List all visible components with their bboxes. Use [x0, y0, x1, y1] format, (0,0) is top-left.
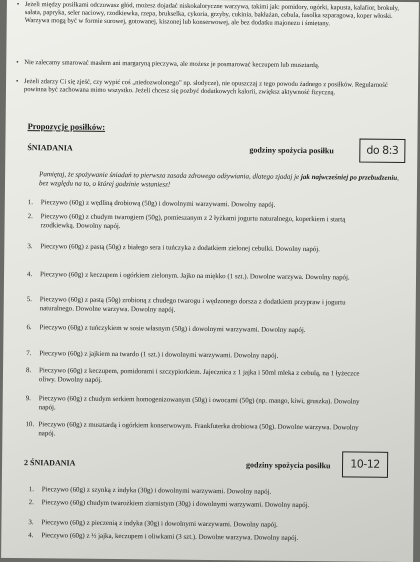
second-breakfast-item: 4. Pieczywo (60g) z ½ jajka, keczupem i oliwkami (3 szt.). Dowolne warzywa. Dowolny napój. — [28, 532, 299, 542]
breakfast-item: 8. Pieczywo (60g) z keczupem, pomidorami i szczypiorkiem. Jajecznica z 1 jajka i 50ml mleka z cebulą, na 1 łyżeczce oliwy. Dowolny napój. — [26, 367, 360, 384]
breakfast-time-box: do 8:3 — [359, 139, 405, 163]
breakfast-item: 10. Pieczywo (60g) z musztardą i ogórkiem konserwowym. Frankfuterka drobiowa (50g). Dowolne warzywa. Dowolny napój. — [25, 421, 359, 438]
breakfast-item: 4. Pieczywo (60g) z keczupem i ogórkiem zielonym. Jajko na miękko (1 szt.). Dowolne warzywa. Dowolny napój. — [27, 271, 350, 282]
breakfast-item: 1. Pieczywo (60g) z wędliną drobiową (50g) i dowolnymi warzywami. Dowolny napój. — [27, 199, 276, 209]
second-breakfast-title: 2 ŚNIADANIA — [24, 458, 76, 468]
breakfast-item: 7. Pieczywo (60g) z jajkiem na twardo (1 szt.) i dowolnymi warzywami. Dowolny napój. — [26, 350, 279, 360]
bullet-dot: • — [16, 58, 19, 66]
breakfast-item: 2. Pieczywo (60g) z chudym twarogiem (50g), pomieszanym z 2 łyżkami jogurtu naturalnego, koperkiem i startą rzodkiewką. Dowolny napój. — [27, 213, 346, 231]
breakfast-title: ŚNIADANIA — [27, 143, 73, 153]
bullet-text: Jeżeli między posiłkami odczuwasz głód, możesz dojadać niskokaloryczne warzywa, takimi jak: pomidory, ogórki, kapusta, kalafior, brokuły, sałata, papryka, seler naciowy, rzodkiewka, rzepa, brukselka, cykoria, grzyby, cukinia, bakłażan, cebula, fasolka szparagowa, koper włoski. Warzywa mogą być w formie surowej, gotowanej, kiszonej lub konserwowej, ale bez dodatku majonezu i śmietany. — [24, 1, 400, 28]
note-emphasis: jak najwcześniej po przebudzeniu — [300, 172, 398, 182]
second-breakfast-time-box: 10-12 — [342, 451, 388, 477]
breakfast-note — [39, 170, 405, 193]
proposals-heading: Propozycje posiłków: — [27, 121, 106, 132]
document-page — [1, 0, 419, 562]
second-breakfast-item: 3. Pieczywo (60g) z pieczenią z indyka (30g) i dowolnymi warzywami. Dowolny napój. — [28, 519, 278, 529]
bullet-spreads — [16, 58, 410, 71]
note-text-tail: , bez względu na to, o której godzinie wstaniesz! — [38, 173, 399, 189]
second-breakfast-header — [24, 457, 404, 471]
second-breakfast-time-label: godziny spożycia posiłku — [246, 460, 331, 471]
breakfast-time-label: godziny spożycia posiłku — [249, 145, 334, 156]
breakfast-item: 9. Pieczywo (60g) z chudym serkiem homogenizowanym (50g) i owocami (50g) (np. mango, kiwi, gruszka). Dowolny napój. — [25, 395, 360, 412]
second-breakfast-item: 2. Pieczywo (60g) chudym twarożkiem ziarnistym (30g) i dowolnymi warzywami. Dowolny napój. — [28, 499, 310, 510]
bullet-regularity — [16, 77, 410, 98]
bullet-text: Jeżeli zdarzy Ci się zjeść, czy wypić coś „niedozwolonego” np. słodycze), nie opuszczaj z tego powodu żadnego z posiłków. Regularność powinna być zachowana mimo wszystko. Jeżeli chcesz się pozbyć dodatkowych kalorii, zwiększ aktywność fizyczną. — [23, 78, 388, 97]
breakfast-header — [27, 143, 407, 157]
breakfast-item: 6. Pieczywo (60g) z tuńczykiem w sosie własnym (50g) i dowolnymi warzywami. Dowolny napój. — [26, 324, 306, 335]
note-text: Pamiętaj, że spożywanie śniadań to pierwsza zasada zdrowego odżywiania, dlatego zjadaj je — [39, 170, 301, 181]
bullet-dot: • — [16, 77, 19, 85]
bullet-snacking-vegetables — [16, 0, 411, 29]
bullet-dot: • — [16, 0, 20, 8]
breakfast-item: 3. Pieczywo (60g) z pastą (50g) z białego sera i tuńczyka z dodatkiem zielonej cebulki. Dowolny napój. — [27, 243, 320, 254]
second-breakfast-item: 1. Pieczywo (60g) z szynką z indyka (30g) i dowolnymi warzywami. Dowolny napój. — [28, 486, 272, 496]
breakfast-item: 5. Pieczywo (60g) z pastą (50g) zrobioną z chudego twarogu i wędzonego dorsza z dodatkiem przypraw i jogurtu naturalnego. Dowolne warzywa. Dowolny napój. — [26, 296, 346, 314]
bullet-text: Nie zalecamy smarować masłem ani margaryną pieczywa, ale możesz je posmarować keczupem lub musztardą. — [24, 59, 320, 70]
